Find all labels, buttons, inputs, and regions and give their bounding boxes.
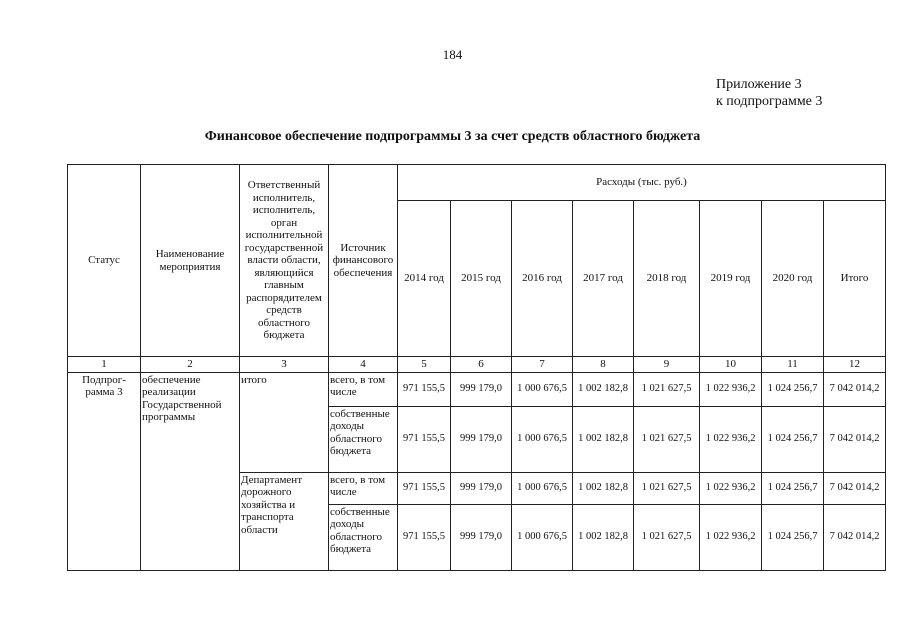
- column-number-row: [68, 357, 886, 373]
- column-number: 5: [398, 357, 451, 373]
- header-source: Источник финансового обеспечения: [329, 165, 398, 357]
- value-cell: 7 042 014,2: [824, 406, 886, 472]
- value-cell: 999 179,0: [451, 372, 512, 406]
- header-year-2019: 2019 год: [700, 201, 762, 357]
- column-number: 10: [700, 357, 762, 373]
- value-cell: 1 000 676,5: [512, 472, 573, 504]
- value-cell: 1 002 182,8: [573, 406, 634, 472]
- value-cell: 1 002 182,8: [573, 504, 634, 570]
- executor-cell: итого: [240, 372, 329, 472]
- column-number: 9: [634, 357, 700, 373]
- header-year-2020: 2020 год: [762, 201, 824, 357]
- page-number: 184: [442, 47, 463, 62]
- appendix-line-1: Приложение 3: [716, 77, 802, 92]
- value-cell: 999 179,0: [451, 406, 512, 472]
- value-cell: 7 042 014,2: [824, 372, 886, 406]
- value-cell: 1 000 676,5: [512, 406, 573, 472]
- column-number: 4: [329, 357, 398, 373]
- value-cell: 1 022 936,2: [700, 406, 762, 472]
- executor-cell: Департамент дорожного хозяйства и транспорта области: [240, 472, 329, 570]
- activity-name-cell: обеспечение реализации Государственной программы: [141, 372, 240, 570]
- value-cell: 1 021 627,5: [634, 372, 700, 406]
- source-cell: всего, в том числе: [329, 372, 398, 406]
- column-number: 7: [512, 357, 573, 373]
- header-total: Итого: [824, 201, 886, 357]
- column-number: 11: [762, 357, 824, 373]
- status-cell: Подпрог-рамма 3: [68, 372, 141, 570]
- value-cell: 971 155,5: [398, 406, 451, 472]
- value-cell: 1 024 256,7: [762, 406, 824, 472]
- appendix-line-2: к подпрограмме 3: [716, 94, 823, 109]
- column-number: 2: [141, 357, 240, 373]
- source-cell: собственные доходы областного бюджета: [329, 406, 398, 472]
- source-cell: собственные доходы областного бюджета: [329, 504, 398, 570]
- header-year-2016: 2016 год: [512, 201, 573, 357]
- value-cell: 1 022 936,2: [700, 372, 762, 406]
- appendix-note: [716, 76, 822, 110]
- header-year-2018: 2018 год: [634, 201, 700, 357]
- header-status: Статус: [68, 165, 141, 357]
- header-year-2017: 2017 год: [573, 201, 634, 357]
- value-cell: 1 021 627,5: [634, 472, 700, 504]
- value-cell: 1 022 936,2: [700, 504, 762, 570]
- source-cell: всего, в том числе: [329, 472, 398, 504]
- header-year-2014: 2014 год: [398, 201, 451, 357]
- value-cell: 999 179,0: [451, 504, 512, 570]
- table-row: [68, 372, 886, 406]
- column-number: 1: [68, 357, 141, 373]
- value-cell: 1 002 182,8: [573, 372, 634, 406]
- value-cell: 1 000 676,5: [512, 504, 573, 570]
- value-cell: 1 021 627,5: [634, 406, 700, 472]
- document-title: Финансовое обеспечение подпрограммы 3 за счет средств областного бюджета: [204, 129, 701, 144]
- value-cell: 971 155,5: [398, 372, 451, 406]
- header-name: Наименование мероприятия: [141, 165, 240, 357]
- value-cell: 971 155,5: [398, 504, 451, 570]
- value-cell: 1 022 936,2: [700, 472, 762, 504]
- value-cell: 1 000 676,5: [512, 372, 573, 406]
- value-cell: 1 024 256,7: [762, 504, 824, 570]
- value-cell: 1 024 256,7: [762, 372, 824, 406]
- header-expenses: Расходы (тыс. руб.): [398, 165, 886, 201]
- finance-table: [67, 164, 886, 571]
- value-cell: 971 155,5: [398, 472, 451, 504]
- column-number: 8: [573, 357, 634, 373]
- value-cell: 1 002 182,8: [573, 472, 634, 504]
- column-number: 3: [240, 357, 329, 373]
- column-number: 6: [451, 357, 512, 373]
- value-cell: 7 042 014,2: [824, 472, 886, 504]
- value-cell: 999 179,0: [451, 472, 512, 504]
- value-cell: 1 021 627,5: [634, 504, 700, 570]
- value-cell: 7 042 014,2: [824, 504, 886, 570]
- header-year-2015: 2015 год: [451, 201, 512, 357]
- value-cell: 1 024 256,7: [762, 472, 824, 504]
- header-executor: Ответственный исполнитель, исполнитель, орган исполнительной государственной власти области, являющийся главным распорядителем средств областного бюджета: [240, 165, 329, 357]
- column-number: 12: [824, 357, 886, 373]
